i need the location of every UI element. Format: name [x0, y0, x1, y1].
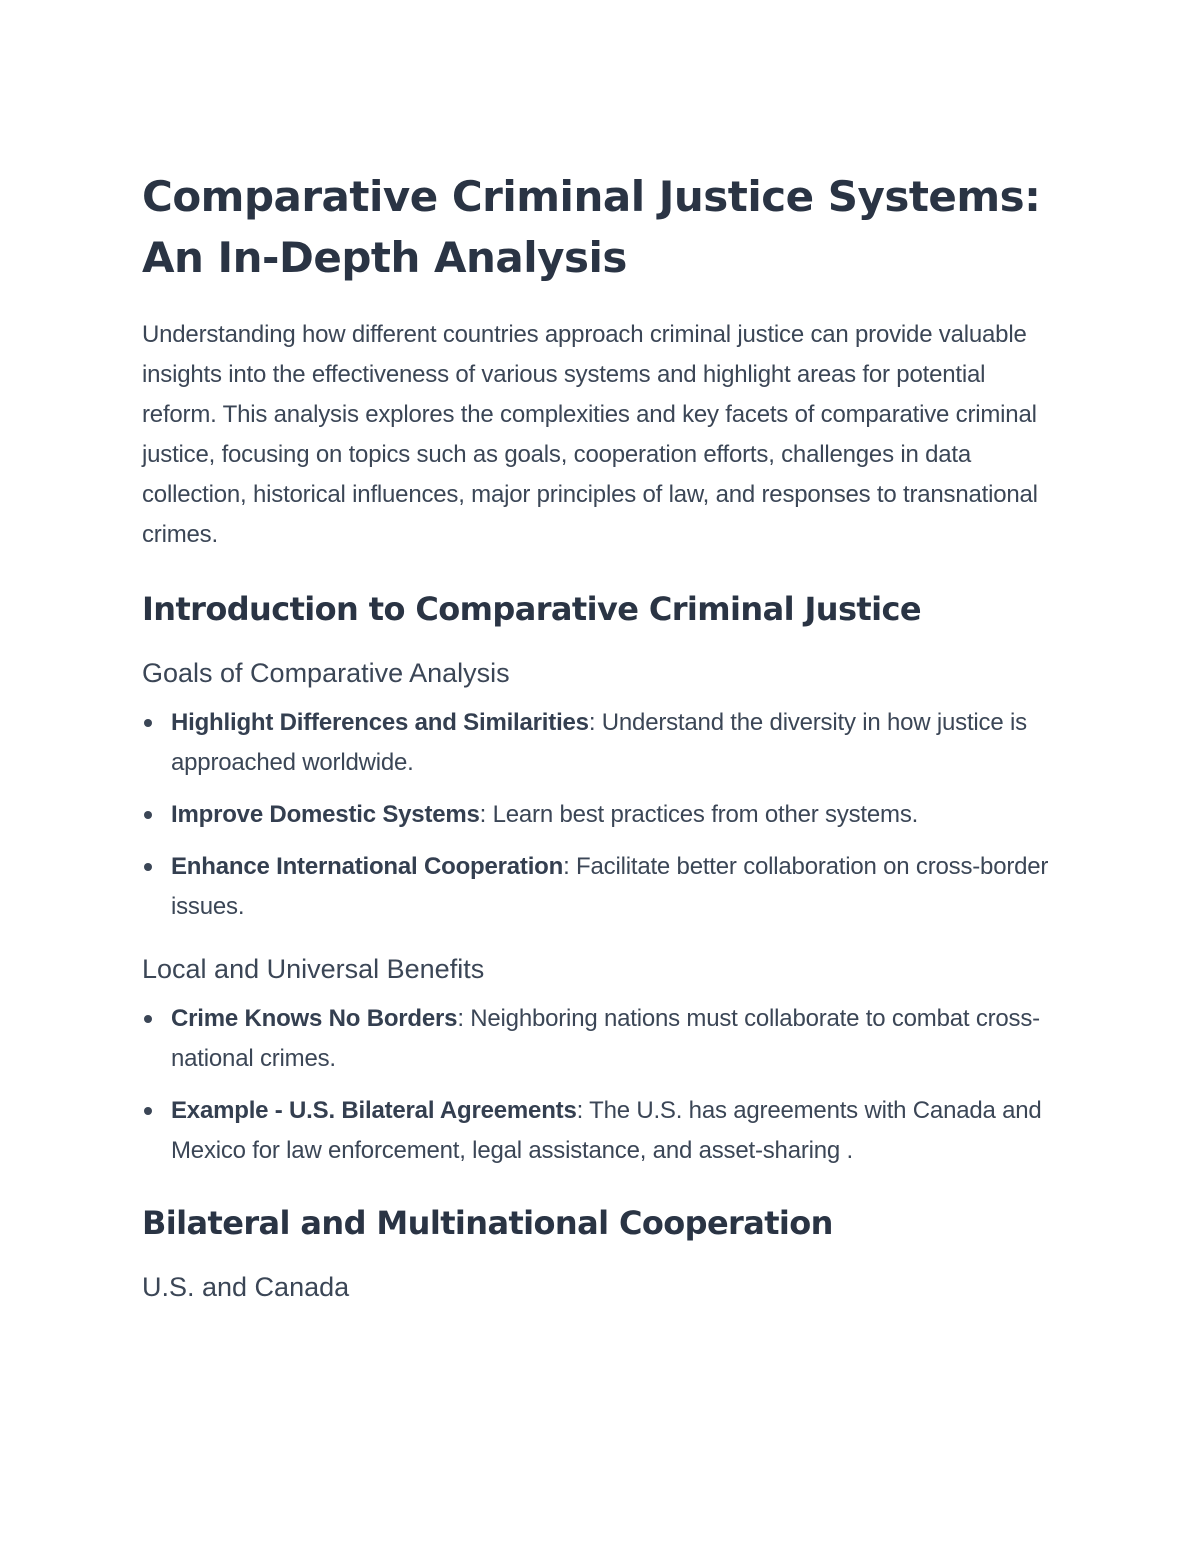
list-item	[142, 999, 1062, 1079]
benefits-list	[142, 999, 1062, 1171]
bullet-icon	[144, 811, 152, 819]
subsection-heading-goals: Goals of Comparative Analysis	[142, 658, 510, 688]
document-page	[142, 166, 1062, 1307]
list-item-text: : Neighboring nations must collaborate to combat cross-national crimes.	[171, 1005, 1040, 1072]
list-item	[142, 847, 1062, 927]
goals-list	[142, 703, 1062, 927]
list-item	[142, 1091, 1062, 1171]
list-item-term: Crime Knows No Borders	[171, 1005, 458, 1032]
intro-paragraph: Understanding how different countries approach criminal justice can provide valuable insights into the effectiveness of various systems and highlight areas for potential reform. This analysis explores the complexities and key facets of comparative criminal justice, focusing on topics such as goals, cooperation efforts, challenges in data collection, historical influences, major principles of law, and responses to transnational crimes.	[142, 321, 1038, 548]
list-item-term: Highlight Differences and Similarities	[171, 709, 589, 736]
bullet-icon	[144, 719, 152, 727]
bullet-icon	[144, 1015, 152, 1023]
list-item	[142, 795, 1062, 835]
list-item-text: : Learn best practices from other systems.	[479, 801, 919, 828]
list-item-term: Improve Domestic Systems	[171, 801, 480, 828]
list-item	[142, 703, 1062, 783]
subsection-heading-us-canada: U.S. and Canada	[142, 1272, 350, 1302]
section-heading-cooperation: Bilateral and Multinational Cooperation	[142, 1204, 833, 1242]
subsection-heading-benefits: Local and Universal Benefits	[142, 954, 485, 984]
bullet-icon	[144, 863, 152, 871]
list-item-text: : The U.S. has agreements with Canada and Mexico for law enforcement, legal assistance, and asset-sharing .	[171, 1097, 1042, 1164]
list-item-term: Enhance International Cooperation	[171, 853, 564, 880]
list-item-text: : Facilitate better collaboration on cross-border issues.	[171, 853, 1049, 920]
section-heading-introduction: Introduction to Comparative Criminal Justice	[142, 590, 921, 628]
list-item-text: : Understand the diversity in how justice is approached worldwide.	[171, 709, 1027, 776]
bullet-icon	[144, 1107, 152, 1115]
list-item-term: Example - U.S. Bilateral Agreements	[171, 1097, 577, 1124]
document-title: Comparative Criminal Justice Systems: An In-Depth Analysis	[142, 172, 1041, 282]
